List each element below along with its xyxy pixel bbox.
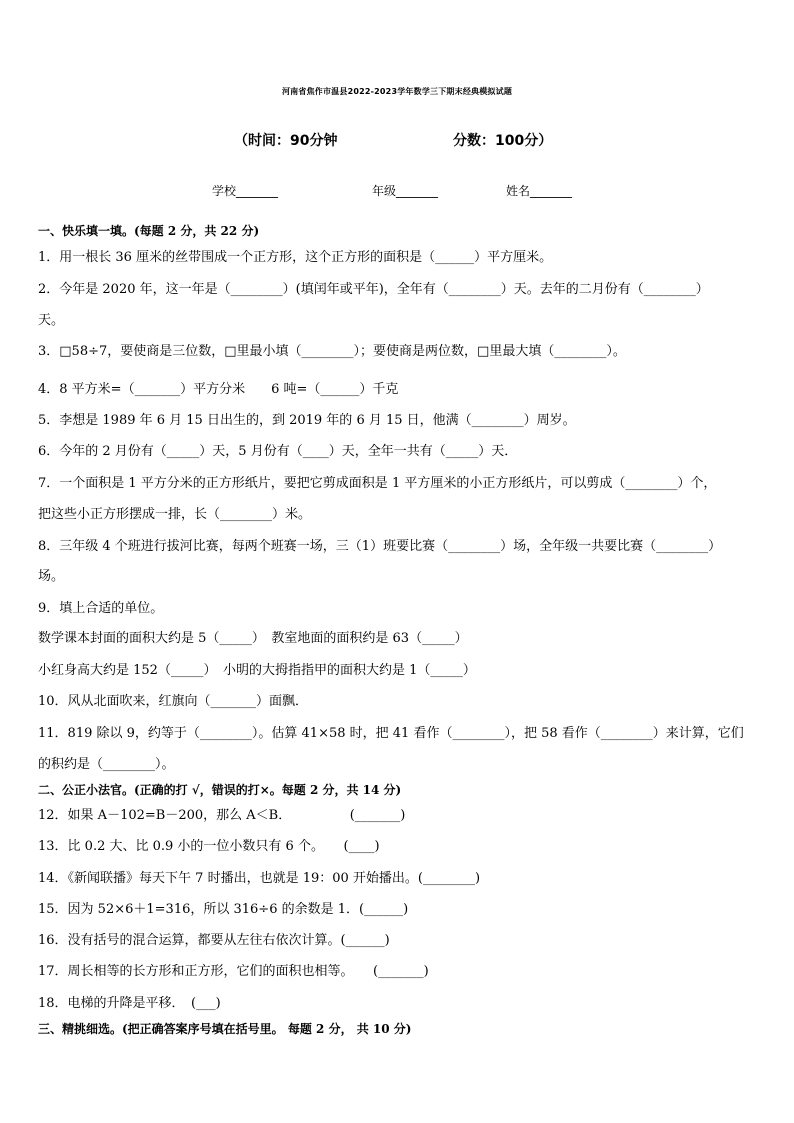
question-line: 12．如果 A－102=B－200，那么 A＜B． (_______): [38, 808, 406, 823]
question-line: 13．比 0.2 大、比 0.9 小的一位小数只有 6 个。 (____): [38, 839, 380, 854]
name-field: 姓名_______: [506, 184, 573, 198]
exam-title: 河南省焦作市温县2022-2023学年数学三下期末经典模拟试题: [281, 87, 513, 96]
question-line: 5．李想是 1989 年 6 月 15 日出生的，到 2019 年的 6 月 15 日，他满（________）周岁。: [38, 413, 576, 428]
section-2-heading: 二、公正小法官。(正确的打 √，错误的打×。每题 2 分，共 14 分): [38, 783, 402, 797]
section-1-heading: 一、快乐填一填。(每题 2 分，共 22 分): [38, 224, 260, 238]
question-line: 18．电梯的升降是平移． (___): [38, 996, 221, 1011]
question-line: 场。: [38, 569, 65, 584]
school-field: 学校_______: [212, 184, 279, 198]
question-line: 数学课本封面的面积大约是 5（_____） 教室地面的面积约是 63（_____）: [38, 631, 468, 646]
question-line: 9．填上合适的单位。: [38, 601, 164, 616]
question-line: 7．一个面积是 1 平方分米的正方形纸片，要把它剪成面积是 1 平方厘米的小正方形纸片，可以剪成（________）个，: [38, 476, 717, 491]
question-line: 把这些小正方形摆成一排，长（________）米。: [38, 507, 312, 522]
question-line: 14．《新闻联播》每天下午 7 时播出，也就是 19：00 开始播出。(________): [38, 871, 481, 886]
question-line: 2．今年是 2020 年，这一年是（________）(填闰年或平年)，全年有（________）天。去年的二月份有（________）: [38, 282, 709, 297]
question-line: 小红身高大约是 152（_____） 小明的大拇指指甲的面积大约是 1（_____）: [38, 663, 476, 678]
question-line: 的积约是（________）。: [38, 757, 175, 772]
section-3-heading: 三、精挑细选。(把正确答案序号填在括号里。 每题 2 分， 共 10 分): [38, 1022, 412, 1036]
exam-time: （时间：90分钟: [234, 133, 338, 149]
question-line: 3．□58÷7，要使商是三位数，□里最小填（________）；要使商是两位数，□里最大填（________）。: [38, 344, 626, 359]
question-line: 天。: [38, 313, 65, 328]
question-line: 10．风从北面吹来，红旗向（_______）面飘．: [38, 694, 309, 709]
question-line: 11．819 除以 9，约等于（________）。估算 41×58 时，把 41 看作（________），把 58 看作（________）来计算，它们: [38, 726, 744, 741]
grade-field: 年级_______: [372, 184, 439, 198]
question-line: 16．没有括号的混合运算，都要从左往右依次计算。(______): [38, 933, 390, 948]
question-line: 17．周长相等的长方形和正方形，它们的面积也相等。 (_______): [38, 964, 429, 979]
question-line: 6．今年的 2 月份有（_____）天，5 月份有（____）天，全年一共有（_____）天．: [38, 444, 518, 459]
question-line: 8．三年级 4 个班进行拔河比赛，每两个班赛一场，三（1）班要比赛（________）场，全年级一共要比赛（________）: [38, 539, 722, 554]
question-line: 15．因为 52×6＋1=316，所以 316÷6 的余数是 1．(______): [38, 902, 409, 917]
exam-score: 分数：100分）: [453, 133, 553, 149]
question-line: 1．用一根长 36 厘米的丝带围成一个正方形，这个正方形的面积是（______）平方厘米。: [38, 250, 553, 265]
question-line: 4．8 平方米=（_______）平方分米 6 吨=（______）千克: [38, 382, 399, 397]
